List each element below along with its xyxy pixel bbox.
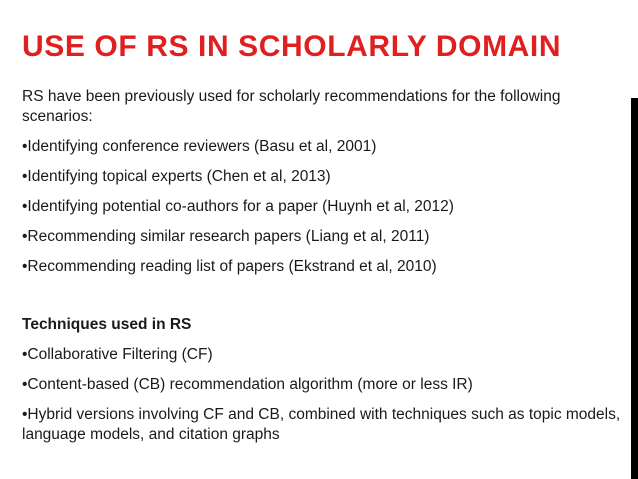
scenario-bullet: •Identifying potential co-authors for a paper (Huynh et al, 2012) [22, 198, 454, 215]
scenario-bullet: •Identifying conference reviewers (Basu et al, 2001) [22, 138, 377, 155]
technique-bullet: •Collaborative Filtering (CF) [22, 346, 213, 363]
section-spacer [22, 287, 622, 315]
right-edge-bar [631, 98, 638, 479]
scenario-bullet: •Recommending similar research papers (Liang et al, 2011) [22, 228, 430, 245]
slide-body [22, 87, 622, 455]
slide-title: USE OF RS IN SCHOLARLY DOMAIN [22, 30, 562, 63]
techniques-heading: Techniques used in RS [22, 316, 192, 333]
technique-bullet: •Content-based (CB) recommendation algorithm (more or less IR) [22, 376, 473, 393]
scenario-bullet: •Identifying topical experts (Chen et al, 2013) [22, 168, 331, 185]
technique-bullet: •Hybrid versions involving CF and CB, combined with techniques such as topic models, language models, and citation graphs [22, 406, 621, 443]
scenario-bullet: •Recommending reading list of papers (Ekstrand et al, 2010) [22, 258, 437, 275]
intro-text: RS have been previously used for scholarly recommendations for the following scenarios: [22, 88, 561, 125]
